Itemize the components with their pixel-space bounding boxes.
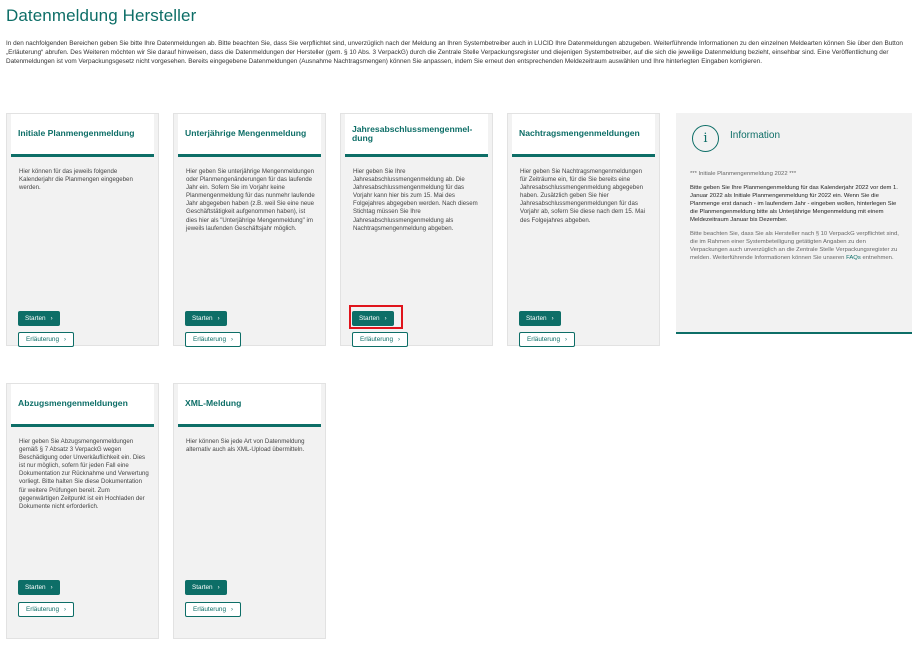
card-title: Abzugsmengenmeldungen — [11, 384, 154, 427]
card-description: Hier geben Sie unterjährige Mengenmeldungen oder Planmengenänderungen für das laufende Jahr ein. Sofern Sie im Vorjahr keine Planmengenmeldung für das nunmehr laufende Jahr abgegeben haben (z.B. weil Sie eine neue Geschäftstätigkeit aufgenommen haben), ist dies hier als "Unterjährige Mengenmeldung" im jeweils laufenden Geschäftsjahr möglich. — [186, 168, 315, 232]
card-description: Hier können für das jeweils folgende Kalenderjahr die Planmengen eingegeben werden. — [19, 168, 133, 192]
chevron-right-icon: › — [217, 584, 220, 591]
page-title: Datenmeldung Hersteller — [6, 6, 197, 25]
card-title: Initiale Planmengenmeldung — [11, 114, 154, 157]
information-title: Information — [730, 130, 781, 141]
start-button-label: Starten — [192, 315, 213, 322]
start-button[interactable] — [352, 311, 394, 326]
start-button[interactable] — [18, 580, 60, 595]
chevron-right-icon: › — [217, 315, 220, 322]
start-button-label: Starten — [25, 584, 46, 591]
start-button[interactable] — [18, 311, 60, 326]
info-paragraph: Bitte geben Sie Ihre Planmengenmeldung für das Kalenderjahr 2022 vor dem 1. Januar 2022 als Initiale Planmengenmeldung für 2022 ein. Wenn Sie die Planmenge erst danach - im laufendem Jahr - eingeben wollen, hinterlegen Sie die Planmengenmeldung bitte als Unterjährige Mengenmeldung mit einem Meldezeitraum Januar bis Dezember. — [690, 185, 898, 223]
explain-button-label: Erläuterung — [26, 606, 60, 613]
card-title: Nachtragsmengenmeldungen — [512, 114, 655, 157]
card-abzugsmengenmeldungen — [6, 383, 159, 639]
info-icon: i — [692, 125, 719, 152]
chevron-right-icon: › — [231, 336, 234, 343]
explain-button-label: Erläuterung — [193, 606, 227, 613]
explain-button-label: Erläuterung — [527, 336, 561, 343]
card-xml-meldung — [173, 383, 326, 639]
explain-button[interactable] — [352, 332, 408, 347]
explain-button[interactable] — [18, 332, 74, 347]
chevron-right-icon: › — [64, 606, 67, 613]
chevron-right-icon: › — [50, 315, 53, 322]
explain-button[interactable] — [185, 332, 241, 347]
explain-button[interactable] — [519, 332, 575, 347]
card-description: Hier geben Sie Nachtragsmengenmeldungen für Zeiträume ein, für die Sie bereits eine Jahresabschlussmengenmeldung abgegeben haben. Zusätzlich geben Sie hier Jahresabschlussmengenmeldungen für das Vorjahr ab, sofern Sie diese nach dem 15. Mai des Folgejahres abgeben. — [520, 168, 645, 224]
info-paragraph — [690, 230, 902, 262]
card-title: Unterjährige Mengenmeldung — [178, 114, 321, 157]
intro-text: In den nachfolgenden Bereichen geben Sie bitte Ihre Datenmeldungen ab. Bitte beachten Sie, dass Sie verpflichtet sind, unverzüglich nach der Meldung an Ihren Systembetreiber auch in LUCID Ihre Datenmeldungen abzugeben. Weiterführende Informationen zu den einzelnen Meldearten können Sie über den Button „Erläuterung“ abrufen. Des Weiteren möchten wir Sie darauf hinweisen, dass die Datenmeldungen der Hersteller (gem. § 10 Abs. 3 VerpackG) durch die Zentrale Stelle Verpackungsregister und diejenigen Systembetreiber, auf die sich die jeweilige Datenmeldung bezieht, einsehbar sind. Eine Veröffentlichung der Datenmeldungen ist vom Verpackungsgesetz nicht vorgesehen. Bereits eingegebene Datenmeldungen (Ausnahme Nachtragsmengen) können Sie anpassen, indem Sie erneut den entsprechenden Meldezeitraum auswählen und Ihre hinterlegten Eingaben korrigieren. — [6, 40, 903, 65]
faq-link[interactable]: FAQs — [846, 255, 861, 261]
info-paragraph-end: entnehmen. — [862, 255, 894, 261]
start-button[interactable] — [185, 580, 227, 595]
chevron-right-icon: › — [50, 584, 53, 591]
start-button-label: Starten — [192, 584, 213, 591]
chevron-right-icon: › — [551, 315, 554, 322]
explain-button-label: Erläuterung — [193, 336, 227, 343]
card-nachtragsmengenmeldungen — [507, 113, 660, 346]
card-description: Hier können Sie jede Art von Datenmeldung alternativ auch als XML-Upload übermitteln. — [186, 438, 305, 454]
explain-button-label: Erläuterung — [26, 336, 60, 343]
start-button[interactable] — [185, 311, 227, 326]
card-initiale-planmengenmeldung — [6, 113, 159, 346]
card-title: XML-Meldung — [178, 384, 321, 427]
information-panel — [676, 113, 912, 334]
chevron-right-icon: › — [231, 606, 234, 613]
chevron-right-icon: › — [384, 315, 387, 322]
card-description: Hier geben Sie Ihre Jahresabschlussmengenmeldung ab. Die Jahresabschlussmengenmeldung für das Vorjahr kann hier bis zum 15. Mai des Folgejahres abgegeben werden. Nach diesem Stichtag müssen Sie Ihre Jahresabschlussmengenmeldung als Nachtragsmengenmeldung abgeben. — [353, 168, 478, 232]
start-button-label: Starten — [359, 315, 380, 322]
card-description: Hier geben Sie Abzugsmengenmeldungen gemäß § 7 Absatz 3 VerpackG wegen Beschädigung oder Unverkäuflichkeit ein. Dies ist nur möglich, sofern für jeden Fall eine Dokumentation zur Rücknahme und Verwertung vorliegt. Bitte halten Sie diese Dokumentation für weitere Prüfungen bereit. Zum gegenwärtigen Zeitpunkt ist ein Hochladen der Dokumente nicht erforderlich. — [19, 438, 149, 510]
card-jahresabschlussmengenmeldung — [340, 113, 493, 346]
explain-button-label: Erläuterung — [360, 336, 394, 343]
explain-button[interactable] — [185, 602, 241, 617]
start-button[interactable] — [519, 311, 561, 326]
start-button-label: Starten — [526, 315, 547, 322]
card-title: Jahresabschlussmengenmel-dung — [345, 114, 488, 157]
explain-button[interactable] — [18, 602, 74, 617]
chevron-right-icon: › — [398, 336, 401, 343]
chevron-right-icon: › — [565, 336, 568, 343]
card-unterjaehrige-mengenmeldung — [173, 113, 326, 346]
information-body — [690, 170, 902, 268]
info-headline: *** Initiale Planmengenmeldung 2022 *** — [690, 171, 797, 177]
chevron-right-icon: › — [64, 336, 67, 343]
info-paragraph-text: Bitte beachten Sie, dass Sie als Hersteller nach § 10 VerpackG verpflichtet sind, die im Rahmen einer Systembeteiligung getätigten Angaben zu den Verpackungen auch unverzüglich an die Zentrale Stelle Verpackungsregister zu melden. Weiterführende Informationen können Sie unseren — [690, 231, 899, 261]
start-button-label: Starten — [25, 315, 46, 322]
